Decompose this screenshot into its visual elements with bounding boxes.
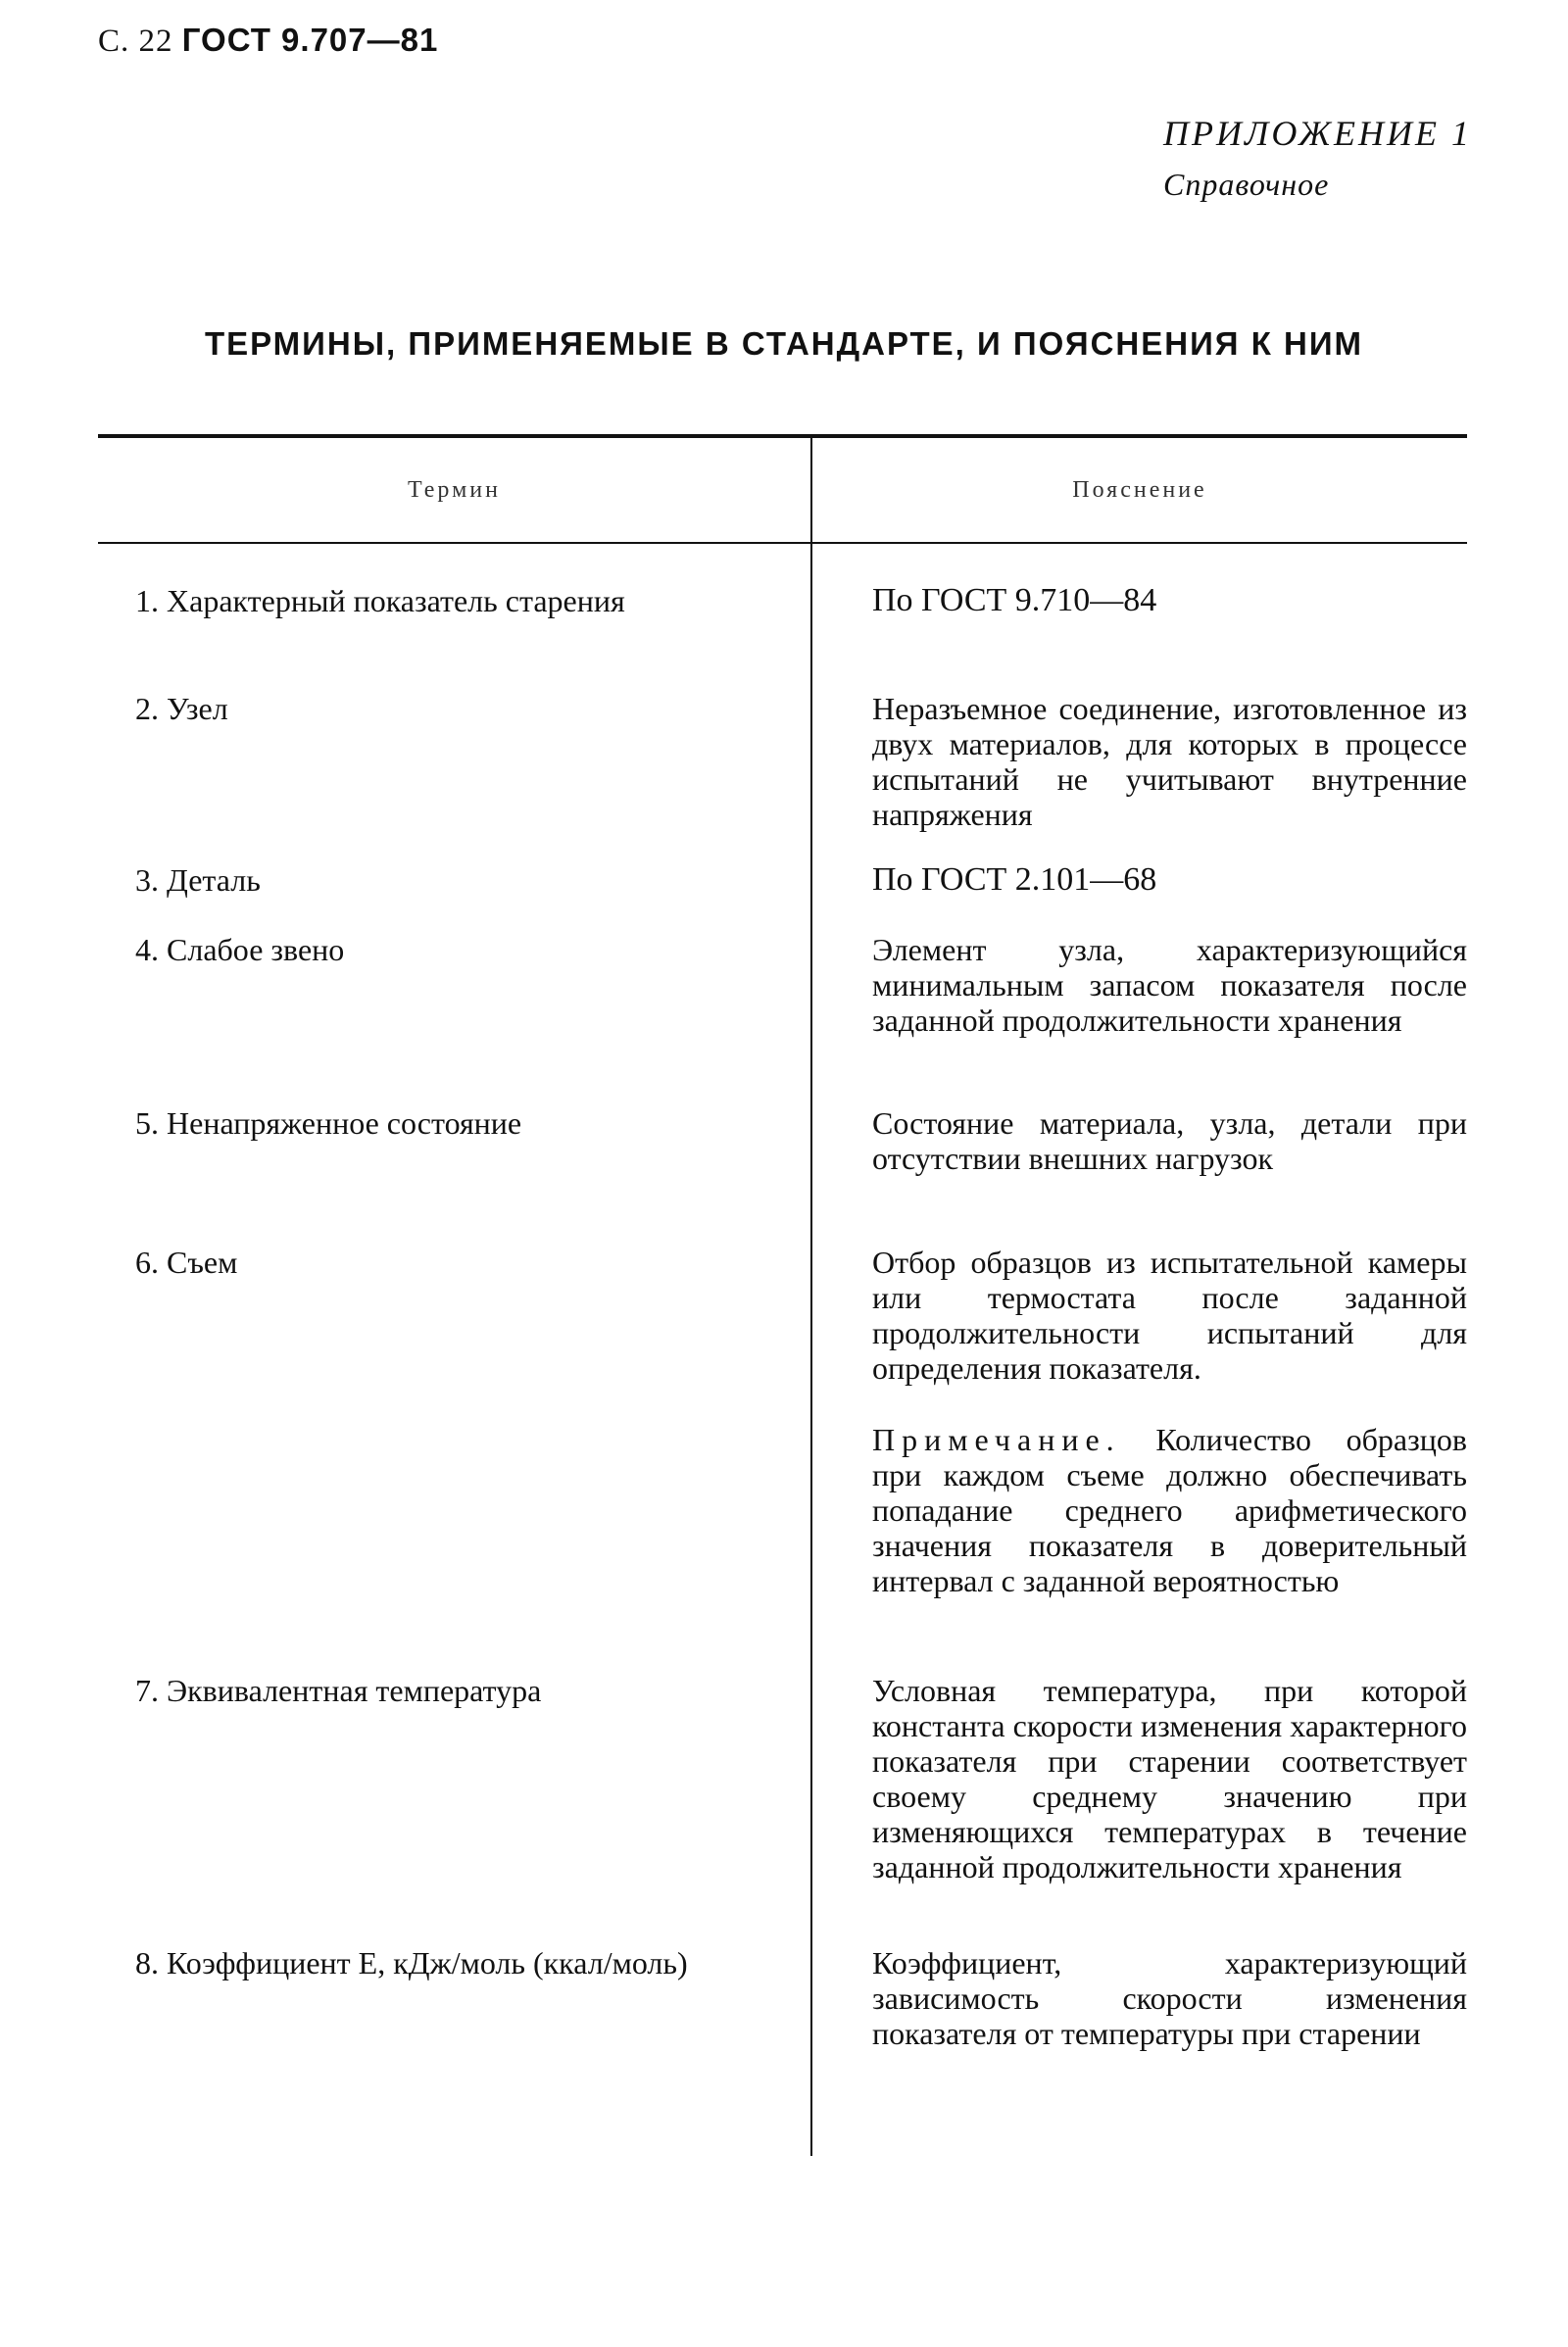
- term-8: 8. Коэффициент Е, кДж/моль (ккал/моль): [135, 1945, 688, 1980]
- table-top-rule: [98, 434, 1467, 438]
- explanation-5: Состояние материала, узла, детали при отсутствии внешних нагрузок: [872, 1105, 1467, 1176]
- term-1: 1. Характерный показатель старения: [135, 583, 625, 618]
- header-term: Термин: [408, 477, 501, 503]
- appendix-subtitle: Справочное: [1163, 167, 1330, 202]
- term-7: 7. Эквивалентная температура: [135, 1673, 542, 1708]
- explanation-3: По ГОСТ 2.101—68: [872, 861, 1157, 898]
- column-divider: [810, 436, 812, 2156]
- explanation-4: Элемент узла, характеризующийся минимальным запасом показателя после заданной продолжительности хранения: [872, 932, 1467, 1038]
- note-text: Количество образцов при каждом съеме должно обеспечивать попадание среднего арифметического значения показателя в доверительный интервал с заданной вероятностью: [872, 1422, 1467, 1598]
- page-header: [98, 22, 438, 60]
- standard-number: ГОСТ 9.707—81: [181, 22, 439, 58]
- term-6: 6. Съем: [135, 1245, 238, 1280]
- explanation-2: Неразъемное соединение, изготовленное из двух материалов, для которых в процессе испытаний не учитывают внутренние напряжения: [872, 691, 1467, 832]
- note-label: Примечание.: [872, 1422, 1121, 1457]
- note-6: [872, 1422, 1467, 1598]
- term-2: 2. Узел: [135, 691, 228, 726]
- explanation-7: Условная температура, при которой константа скорости изменения характерного показателя при старении соответствует своему среднему значению при изменяющихся температурах в течение заданной продолжительности хранения: [872, 1673, 1467, 1884]
- explanation-1: По ГОСТ 9.710—84: [872, 582, 1157, 618]
- explanation-8: Коэффициент, характеризующий зависимость скорости изменения показателя от температуры при старении: [872, 1945, 1467, 2051]
- document-title: ТЕРМИНЫ, ПРИМЕНЯЕМЫЕ В СТАНДАРТЕ, И ПОЯСНЕНИЯ К НИМ: [204, 325, 1364, 362]
- appendix-block: [1163, 108, 1472, 210]
- explanation-6: Отбор образцов из испытательной камеры или термостата после заданной продолжительности испытаний для определения показателя.: [872, 1245, 1467, 1386]
- terms-table: [98, 434, 1467, 2156]
- header-explanation: Пояснение: [1072, 477, 1207, 503]
- term-3: 3. Деталь: [135, 862, 261, 898]
- table-header-rule: [98, 542, 1467, 544]
- appendix-title: ПРИЛОЖЕНИЕ 1: [1163, 114, 1472, 153]
- page-number: С. 22: [98, 24, 173, 59]
- term-4: 4. Слабое звено: [135, 932, 345, 967]
- term-5: 5. Ненапряженное состояние: [135, 1105, 522, 1141]
